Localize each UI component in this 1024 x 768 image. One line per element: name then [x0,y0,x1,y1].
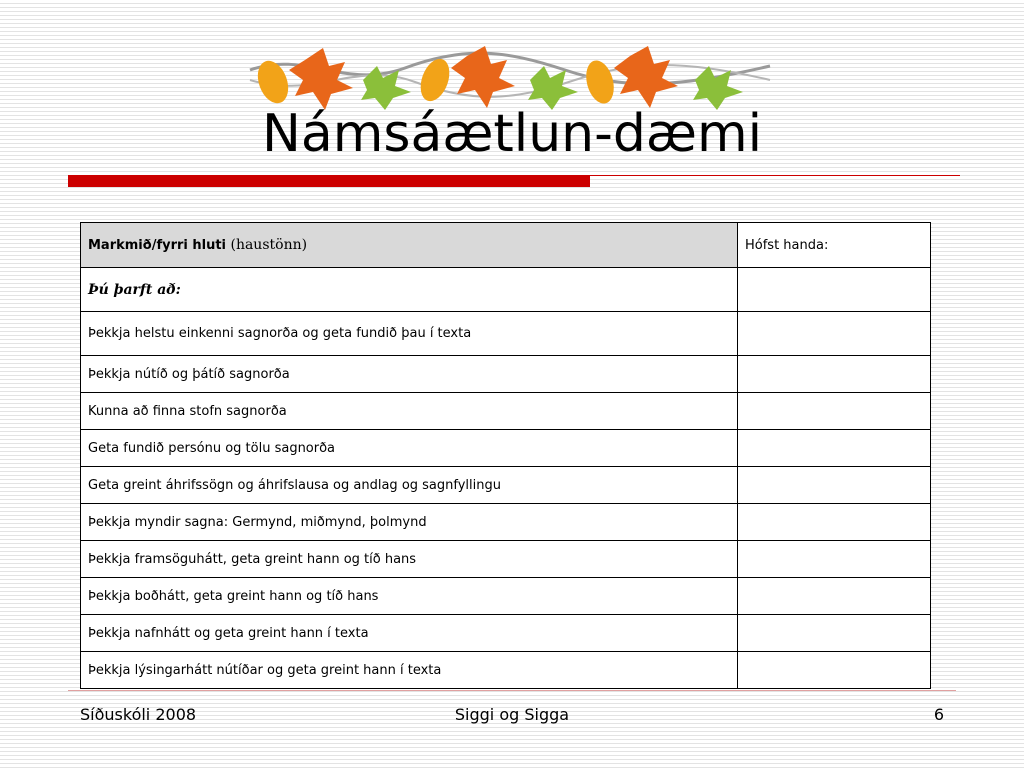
table-header-row [81,223,931,268]
table-row [81,467,931,504]
table-row [81,393,931,430]
title-underline-thin-line [590,175,960,176]
header-started-cell: Hófst handa: [738,223,931,268]
goal-cell: Þekkja helstu einkenni sagnorða og geta fundið þau í texta [81,312,738,356]
footer-authors: Siggi og Sigga [454,705,570,724]
goal-cell: Þekkja framsöguhátt, geta greint hann og tíð hans [81,541,738,578]
started-cell[interactable] [738,268,931,312]
table-row [81,312,931,356]
header-goal-label: Markmið/fyrri hluti [88,238,227,253]
goal-cell: Geta fundið persónu og tölu sagnorða [81,430,738,467]
started-cell[interactable] [738,615,931,652]
started-cell[interactable] [738,652,931,689]
slide-title: Námsáætlun-dæmi [261,104,763,164]
title-underline-red-bar [68,175,590,187]
header-term-label: (haustönn) [226,237,308,253]
started-cell[interactable] [738,312,931,356]
table-row [81,615,931,652]
autumn-leaves-decoration [245,40,775,112]
table-row [81,578,931,615]
footer-slide-number: 6 [933,705,944,724]
table-subheader-row [81,268,931,312]
footer-school: Síðuskóli 2008 [80,705,197,724]
header-goal-cell [81,223,738,268]
started-cell[interactable] [738,541,931,578]
started-cell[interactable] [738,578,931,615]
started-cell[interactable] [738,393,931,430]
table-row [81,504,931,541]
table-row [81,652,931,689]
goal-cell: Þekkja nútíð og þátíð sagnorða [81,356,738,393]
table-row [81,356,931,393]
curriculum-table [80,222,929,689]
goal-cell: Þekkja myndir sagna: Germynd, miðmynd, þolmynd [81,504,738,541]
goal-cell: Þekkja nafnhátt og geta greint hann í texta [81,615,738,652]
goal-cell: Þekkja lýsingarhátt nútíðar og geta greint hann í texta [81,652,738,689]
subheader-label: Þú þarft að: [88,281,181,298]
goal-cell: Geta greint áhrifssögn og áhrifslausa og andlag og sagnfyllingu [81,467,738,504]
goal-cell: Þekkja boðhátt, geta greint hann og tíð hans [81,578,738,615]
started-cell[interactable] [738,430,931,467]
footer-divider [68,690,956,691]
started-cell[interactable] [738,356,931,393]
table-row [81,541,931,578]
goal-cell: Kunna að finna stofn sagnorða [81,393,738,430]
table-row [81,430,931,467]
started-cell[interactable] [738,467,931,504]
started-cell[interactable] [738,504,931,541]
